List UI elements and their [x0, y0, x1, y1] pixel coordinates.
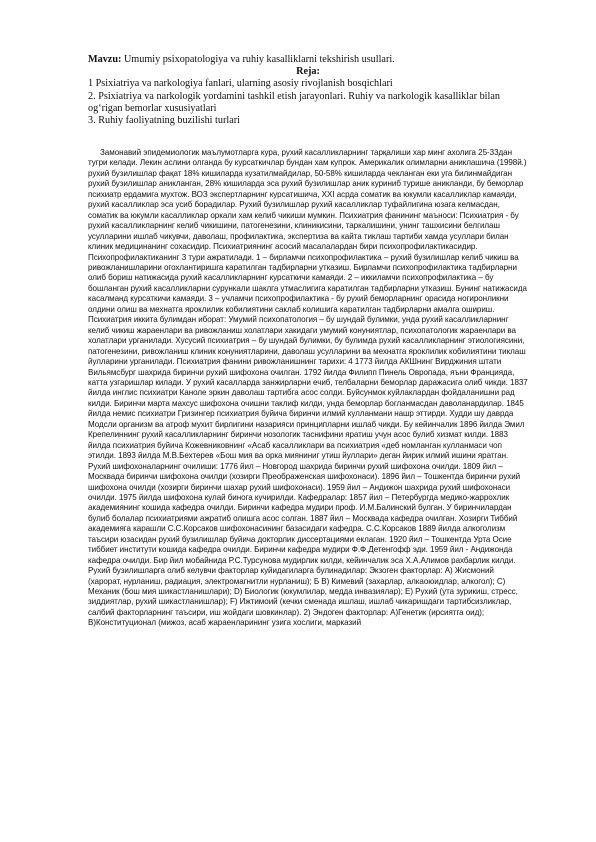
- plan-title: Reja:: [296, 66, 320, 78]
- body-text: [88, 148, 528, 629]
- document-header: [88, 54, 528, 127]
- topic-text: Umumiy psixopatologiya va ruhiy kasalliklarni tekshirish usullari.: [123, 54, 395, 65]
- plan-item-2: 2. Psixiatriya va narkologik yordamini tashkil etish jarayonlari. Ruhiy va narkologik kasalliklar bilan og‘rigan bemorlar xususiyatlari: [88, 90, 500, 114]
- body-paragraph: Замонавий эпидемиологик маълумотларга кура, рухий касалликларнинг тарқалиши хар минг ахолига 25-33дан тугри келади. Лекин аслини олганда бу курсаткичлар бундан хам купрок. Америкалик олимларни аниклашича (1998й.) рухий бузилишлар фақат 18% кишиларда кузатилмайдилар, 50-58% кишиларда чекланган еки уга билинмайдиган рухий бузилишлар аникланган, 28% кишиларда эса рухий бузилишлар аник куриниб турише аникланди, бу беморлар психиатр ердамига мухтож. ВОЗ экспертларнинг курсатишича, XXI асрда соматик ва юкумли касалликлар камаяди, рухий касалликлар эса усиб борадилар. Рухий бузилишлар рухий касалликлар туфайлигина юзага келмасдан, соматик ва юкумли касалликлар оркали хам келиб чикиши мумкин. Психиатрия фанининг маъноси: Психиатрия - бу рухий касалликларнинг келиб чикишини, патогенезини, клиникисини, таркалишини, унинг ташхисини белгилаш усулларини ишлаб чикувчи, даволаш, профилактика, экспертиза ва кайта тиклаш тартиби хамда усуллари билан клиник медицинанинг сохасидир. Психиатриянинг асосий масалалардан бири психопрофилактикасидир. Психопрофилактиканинг 3 тури ажратилади. 1 – бирламчи психопрофилактика – рухий бузилишлар келиб чикиш ва ривожланишларини огохлантиришга каратилган тадбирларни утказиш. Бирламчи психопрофилактика тадбирларни олиб бориш натижасида рухий касалликларнинг курсаткичи камаяди. 2 – иккиламчи психопрофилактика – бу бошланган рухий касалликларни сурункали шаклга утмаслигига каратилган тадбирларни утказиш. Бунинг натижасида касалманд курсаткичи камаяди. 3 – учламчи психопрофилактика - бу рухий беморларнинг орасида ногиронликни олдини олиш ва мехнатга яроклилик кобилиятини саклаб колишига каратилган тадбирларни амалга ошириш. Психиатрия иккита булимдан иборат: Умумий психопатология – бу шундай булимки, унда рухий касалликларнинг келиб чикиш жараенлари ва ривожланиш холатлари хакидаги умумий конуниятлар, психопатологик жараенлари ва холатлари урганилади. Хусусий психиатрия – бу шундай булимки, бу булимда рухий касалликларнинг этиологиясини, патогенезини, ривожланиш клиник конуниятларини, даволаш усулларини ва мехнатга яроклилик кобилиятини тиклаш йулларини урганилади. Психиатрия фанини ривожланишнинг тарихи: 4 1773 йилда АКШнинг Вирджиния штати Вильямсбург шахрида биринчи рухий шифохона очилган. 1792 йилда Филипп Пинель Овропада, яъни Францияда, катта узгаришлар килади. У рухий касалларда занжирларни ечиб, телбаларни беморлар даражасига олиб чикди. 1837 йилда инглис психиатри Каноле эркин даволаш тартибга асос солди. Буйсунмок куйлаклардан фойдаланишни рад килди. Биринчи марта махсус шифохона очишни таклиф килди, унда беморлар богланмасдан даволанардилар. 1845 йилда немис психиатри Гризингер психиатрия буйича биринчи илмий кулланмани нашр эттирди. Худди шу даврда Модсли организм ва атроф мухит бирлигини назарияси принципларни ишлаб чикди. Бу кейинчалик 1896 йилда Эмил Крепелиннинг рухий касалликларнинг биринчи нозологик таснифини яратиш учун асос булиб хизмат килди. 1883 йилда психиатрия буйича Кожевниковнинг «Асаб касалликлари ва психиатрия «деб номланган кулланмаси чоп этилди. 1893 йилда М.В.Бехтерев «Бош мия ва орка мияниниг утиш йуллари» деган йирик илмий ишини яратган. Рухий шифохоналарнинг очилиши: 1776 йил – Новгород шахрида биринчи рухий шифохона очилди. 1809 йил – Москвада биринчи шифохона очилди (хозирги Преображенская шифохонаси). 1896 йил – Тошкентда биринчи рухий шифохона очилди (хозирги биринчи шахар рухий шифохонаси). 1959 йил – Андижон шахрида рухий шифохонаси очилди. 1975 йилда шифохона кулай бинога кучирилди. Кафедралар: 1857 йил – Петербургда медико-жаррохлик академиянинг кошида кафедра очилди. Биринчи кафедра мудири проф. И.М.Балинский булган. У биринчилардан булиб болалар психиатриями ажратиб олишга асос солган. 1887 йил – Москвада кафедра очилган. Хозирги Тиббий академияга карашли С.С.Корсаков шифохонасининг базасидаги кафедра. С.С.Корсаков 1889 йилда алкоголизм таъсири юзасидан рухий бузилишлар буйича докторлик диссертациями еклаган. 1920 йил – Тошкентда Урта Осие тиббиет институти кошида кафедра очилди. Биринчи кафедра мудири Ф.Ф.Детенгофф эди. 1959 йил - Андижонда кафедра очилди. Бир йил мобайнида Р.С.Турсунова мудирлик килди, кейинчалик эса Х.А.Алимов рахбарлик килди. Рухий бузилишларга олиб келувчи факторлар куйидагиларга булинадилар: Экзоген факторлар: A) Жисмоний (харорат, нурланиш, радиация, электромагнитли нурланиш); Б В) Кимевий (захарлар, алкаоюидлар, алкогол); C) Механик (бош мия шикастланишлари); D) Биологик (юкумлилар, медда инвазиялар); E) Рухий (ута зурикиш, стресс, зиддиятлар, рухий шикастланишлар); F) Ижтимоий (кечки сменада ишлаш, ишлаб чикаришдаги тартибсизликлар, салбий факторларнинг таъсири, иш жойдаги шовкинлар). 2) Эндоген факторлар: A)Генетик (ирсиятга оид); В)Конституционал (мижоз, асаб жараенларининг узига хослиги, марказий: [88, 148, 528, 628]
- plan-item-1: 1 Psixiatriya va narkologiya fanlari, ularning asosiy rivojlanish bosqichlari: [88, 78, 393, 90]
- topic-line: [88, 54, 528, 66]
- topic-label: Mavzu:: [88, 54, 122, 65]
- plan-item-3: 3. Ruhiy faoliyatning buzilishi turlari: [88, 115, 240, 127]
